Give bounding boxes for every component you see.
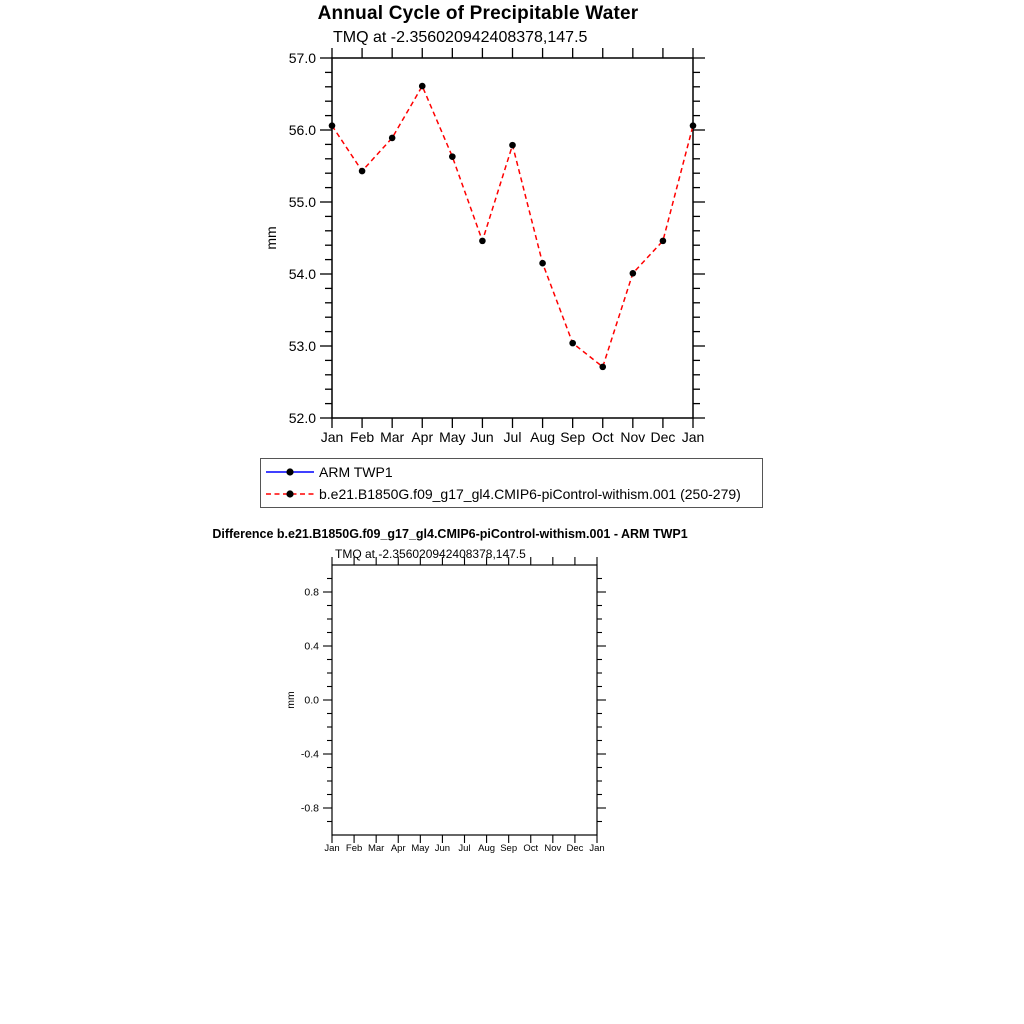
- legend-marker-dashed: [265, 488, 315, 500]
- legend-label-arm-twp1: ARM TWP1: [319, 464, 393, 480]
- x-tick-label: Jun: [434, 843, 451, 854]
- x-tick-label: Apr: [411, 429, 434, 445]
- x-tick-label: Jan: [589, 843, 605, 854]
- y-tick-label: -0.4: [300, 748, 319, 761]
- chart1-y-axis-label: mm: [263, 226, 279, 250]
- data-point: [599, 364, 606, 371]
- x-tick-label: Jan: [324, 843, 340, 854]
- x-tick-label: May: [411, 843, 430, 854]
- y-tick-label: 0.4: [304, 640, 319, 653]
- y-tick-label: 53.0: [288, 337, 316, 354]
- x-tick-label: Sep: [560, 429, 586, 445]
- data-point: [329, 122, 336, 129]
- data-point: [690, 122, 697, 129]
- plot-frame: [332, 565, 597, 835]
- x-tick-label: Aug: [478, 843, 496, 854]
- chart1-subtitle: TMQ at -2.356020942408378,147.5: [333, 29, 588, 46]
- y-tick-label: -0.8: [300, 802, 319, 815]
- x-tick-label: Nov: [620, 429, 646, 445]
- x-tick-label: Jul: [458, 843, 471, 854]
- data-point: [630, 270, 637, 277]
- x-tick-label: Dec: [566, 843, 584, 854]
- y-tick-label: 57.0: [288, 49, 316, 66]
- y-tick-label: 0.8: [304, 586, 319, 599]
- data-point: [509, 142, 516, 149]
- legend-entry-arm-twp1: [265, 461, 762, 483]
- x-tick-label: Mar: [380, 429, 405, 445]
- data-point: [449, 153, 456, 160]
- legend-dot-icon: [286, 468, 293, 475]
- legend-entry-model: [265, 483, 762, 505]
- x-tick-label: Jun: [471, 429, 494, 445]
- legend-box: [260, 458, 763, 508]
- x-tick-label: Oct: [591, 429, 614, 445]
- chart2-title: Difference b.e21.B1850G.f09_g17_gl4.CMIP6-piControl-withism.001 - ARM TWP1: [212, 527, 688, 541]
- chart2-subtitle: TMQ at -2.356020942408378,147.5: [335, 547, 526, 561]
- y-tick-label: 55.0: [288, 193, 316, 210]
- y-tick-label: 56.0: [288, 121, 316, 138]
- data-point: [569, 340, 576, 347]
- data-point: [479, 238, 486, 245]
- x-tick-label: Sep: [500, 843, 518, 854]
- chart2-y-axis-label: mm: [285, 691, 297, 709]
- legend-marker-solid: [265, 466, 315, 478]
- y-tick-label: 54.0: [288, 265, 316, 282]
- data-point: [389, 135, 396, 142]
- data-point: [660, 238, 667, 245]
- data-point: [419, 83, 426, 90]
- plot-frame: [332, 58, 693, 418]
- legend-label-model: b.e21.B1850G.f09_g17_gl4.CMIP6-piControl-withism.001 (250-279): [319, 486, 741, 502]
- y-tick-label: 52.0: [288, 409, 316, 426]
- x-tick-label: Apr: [390, 843, 406, 854]
- x-tick-label: Feb: [350, 429, 375, 445]
- x-tick-label: Mar: [367, 843, 385, 854]
- x-tick-label: May: [439, 429, 466, 445]
- y-tick-label: 0.0: [304, 694, 319, 707]
- x-tick-label: Nov: [544, 843, 562, 854]
- x-tick-label: Oct: [523, 843, 539, 854]
- data-point: [539, 260, 546, 267]
- x-tick-label: Jan: [320, 429, 344, 445]
- series-line: [332, 86, 693, 367]
- legend-dot-icon: [286, 490, 293, 497]
- x-tick-label: Jul: [503, 429, 522, 445]
- x-tick-label: Dec: [650, 429, 676, 445]
- chart1-title: Annual Cycle of Precipitable Water: [317, 3, 639, 24]
- x-tick-label: Jan: [681, 429, 705, 445]
- data-point: [359, 168, 366, 175]
- x-tick-label: Feb: [345, 843, 363, 854]
- x-tick-label: Aug: [530, 429, 556, 445]
